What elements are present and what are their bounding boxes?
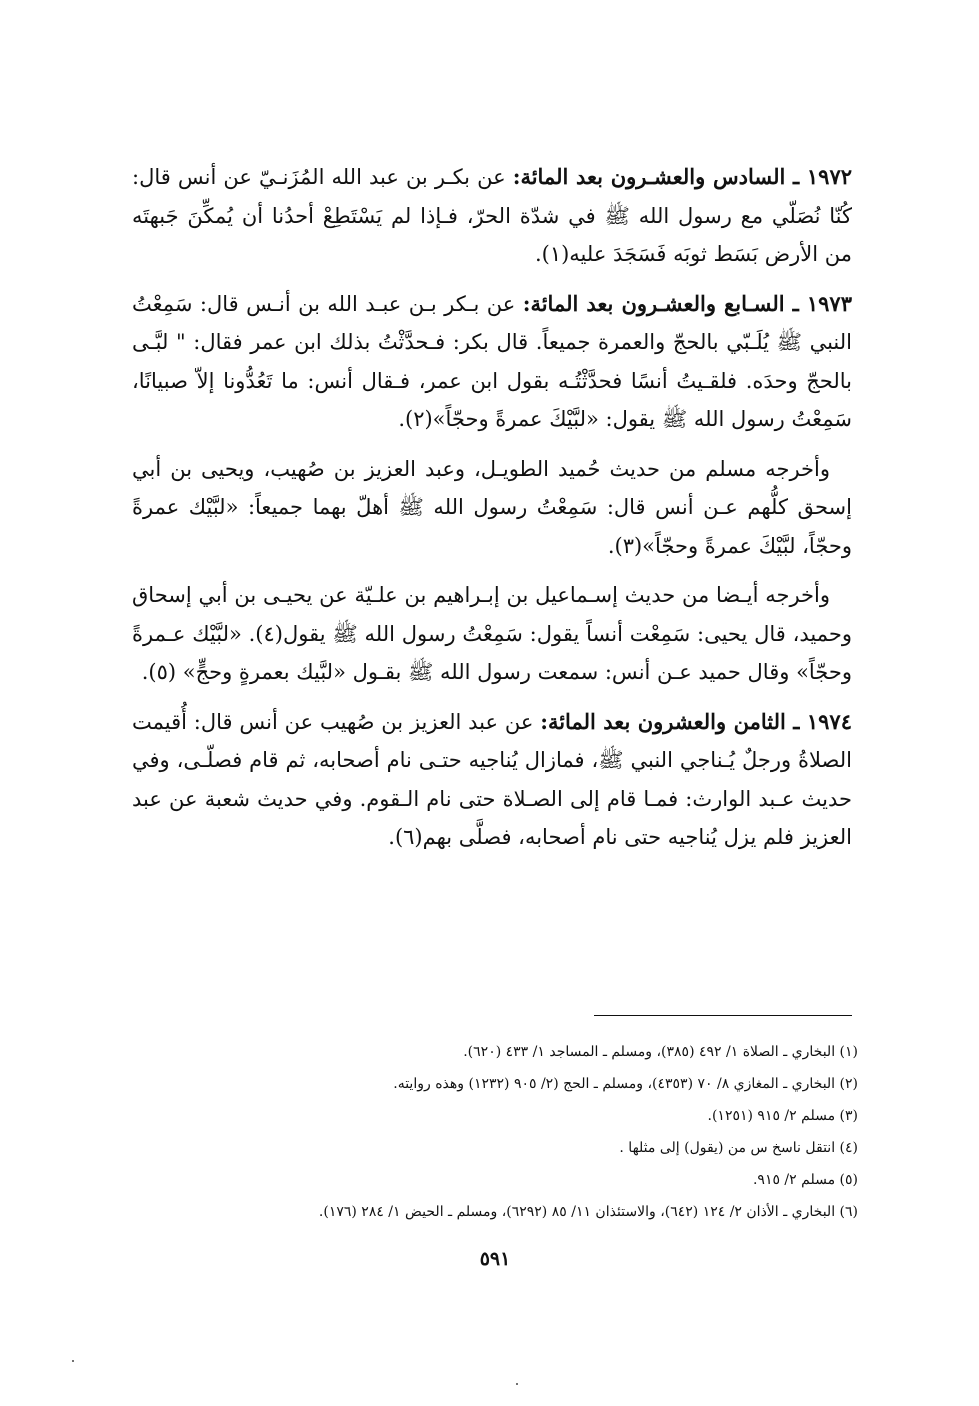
- footnote: (٤) انتقل ناسخ س من (يقول) إلى مثلها .: [619, 1140, 858, 1156]
- hadith-heading: ١٩٧٤ ـ الثامن والعشرون بعد المائة:: [540, 708, 852, 734]
- footnote: (٦) البخاري ـ الأذان ٢/ ١٢٤ (٦٤٢)، والاستئذان ١١/ ٨٥ (٦٢٩٢)، ومسلم ـ الحيض ١/ ٢٨٤ (١٧٦).: [318, 1204, 858, 1220]
- footnote: (٥) مسلم ٢/ ٩١٥.: [752, 1172, 858, 1188]
- takhrij-text: وأخرجه مسلم من حديث حُميد الطويـل، وعبد العزيز بن صُهيب، ويحيى بن أبي إسحق كلُّهم عـن أنس قال: سَمِعْتُ رسول الله ﷺ أهلّ بهما جميعاً: «لبَّيْك عمرةً وحجّاً، لبَّيْكَ عمرةً وحجّاً»(٣).: [132, 456, 852, 558]
- hadith-1973: [132, 285, 852, 439]
- hadith-1972: [132, 158, 852, 274]
- hadith-heading: ١٩٧٣ ـ السـابع والعشـرون بعد المائة:: [522, 290, 852, 316]
- hadith-text: عن بـكر بـن عبـد الله بن أنـس قال: سَمِعْتُ النبي ﷺ يُلَـبّي بالحجّ والعمرة جميعاً. قال بكر: فـحدَّثْتُ بذلك ابن عمر فقال: " لبَّـى بالحجّ وحدَه. فلقـيتُ أنسًا فحدَّثْتُـه بقول ابن عمر، فـقال أنس: ما تَعُدُّونا إلاّ صبيانًا، سَمِعْتُ رسول الله ﷺ يقول: «لبَّيْكَ عمرةً وحجّاً»(٢).: [132, 291, 852, 431]
- hadith-heading: ١٩٧٢ ـ السادس والعشـرون بعد المائة:: [512, 164, 853, 189]
- hadith-text: عن عبد العزيز بن صُهيب عن أنس قال: أُقيمت الصلاةُ ورجلٌ يُـناجي النبي ﷺ، فمازال يُناجيه حتـى نام أصحابه، ثم قام فصلّـى، وفي حديث عـبد الوارث: فمـا قام إلى الصـلاة حتى نام الـقوم. وفي حديث شعبة عن عبد العزيز فلم يزل يُناجيه حتى نام أصحابه، فصلَّى بهم(٦).: [132, 709, 852, 849]
- takhrij-paragraph: [132, 450, 852, 566]
- footnotes: [140, 1036, 858, 1228]
- hadith-1974: [132, 703, 852, 857]
- footnote: (١) البخاري ـ الصلاة ١/ ٤٩٢ (٣٨٥)، ومسلم ـ المساجد ١/ ٤٣٣ (٦٢٠).: [463, 1044, 858, 1060]
- footnote: (٣) مسلم ٢/ ٩١٥ (١٢٥١).: [707, 1108, 858, 1124]
- hadith-text: عن بكـر بن عبد الله المُزَنـيّ عن أنس قال: كُنّا نُصَلّي مع رسول الله ﷺ في شدّة الحرّ، فـإذا لم يَسْتَطِعْ أحدُنا أن يُمكِّنَ جَبهتَه من الأرض بَسَط ثوبَه فَسَجَدَ عليه(١).: [132, 165, 852, 266]
- footnote: (٢) البخاري ـ المغازي ٨/ ٧٠ (٤٣٥٣)، ومسلم ـ الحج (٢/ ٩٠٥ (١٢٣٢) وهذه روايته.: [393, 1076, 858, 1092]
- takhrij-text: وأخرجه أيـضا من حديث إسـماعيل بن إبـراهيم بن علـيّة عن يحيـى بن أبي إسحاق وحميد، قال يحيى: سَمِعْت أنساً يقول: سَمِعْتُ رسول الله ﷺ يقول(٤). «لبَّيْك عـمرةً وحجّاً» وقال حميد عـن أنس: سمعت رسول الله ﷺ بقـول «لبَّيك بعمرةٍ وحجٍّ» (٥).: [132, 583, 853, 684]
- footnote-separator: [594, 1015, 852, 1016]
- main-text-block: [132, 158, 852, 868]
- takhrij-paragraph: [132, 576, 852, 692]
- scan-speck: [72, 1360, 74, 1362]
- page-number: ٥٩١: [479, 1248, 511, 1270]
- scan-speck: [516, 1383, 518, 1385]
